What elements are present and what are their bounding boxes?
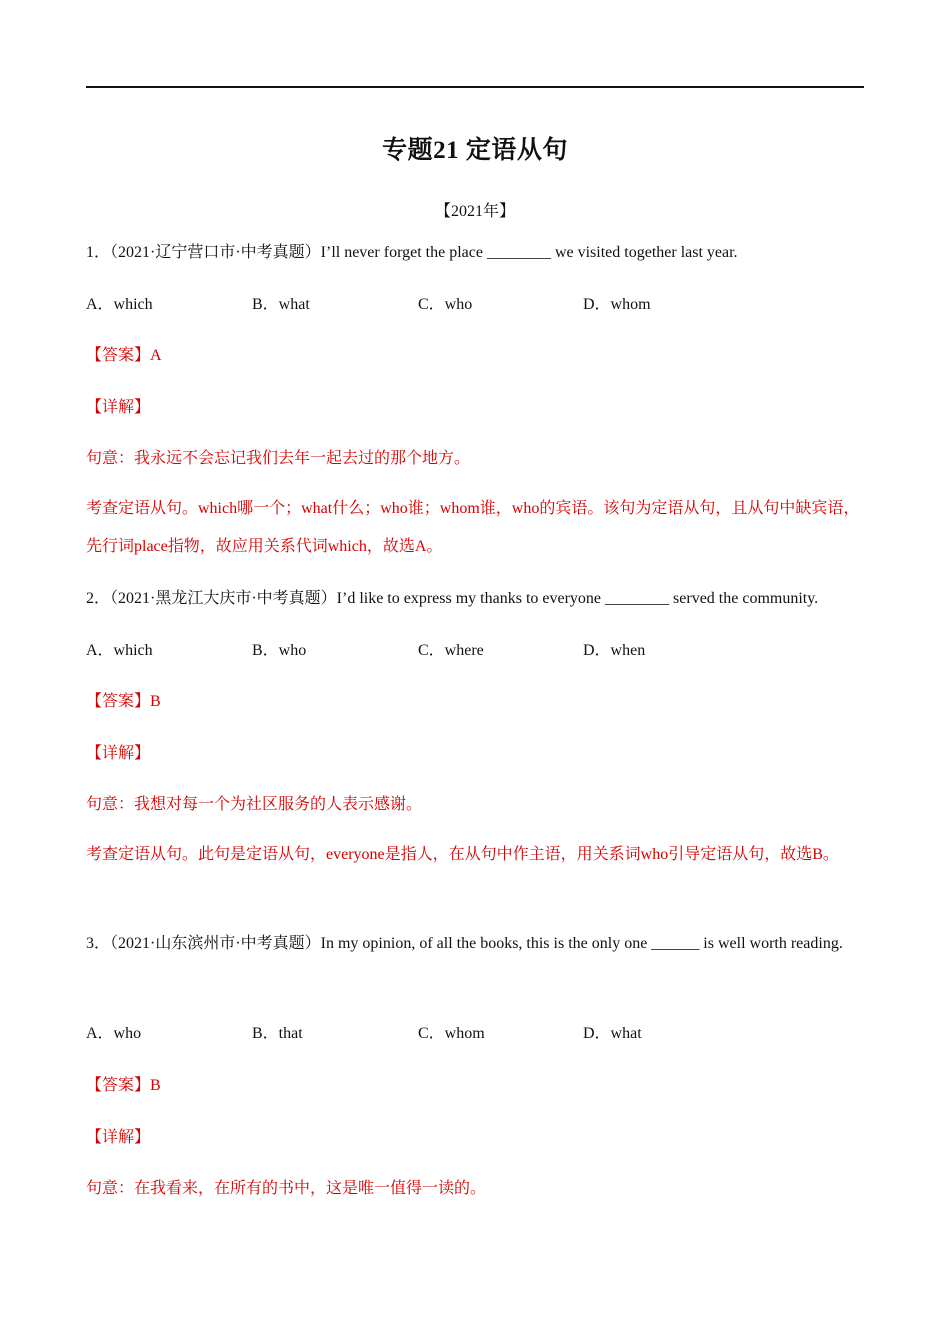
question-3-answer: 【答案】B	[86, 1077, 161, 1094]
question-2-option-d: D．when	[583, 642, 646, 659]
question-2-option-a: A．which	[86, 642, 153, 659]
question-1-analysis: 考查定语从句。which哪一个；what什么；who谁；whom谁，who的宾语。该句为定语从句，且从句中缺宾语，先行词place指物，故应用关系代词which，故选A。	[86, 500, 860, 555]
question-1-option-c: C．who	[418, 296, 473, 313]
year-header: 【2021年】	[434, 203, 515, 220]
question-1-option-d: D．whom	[583, 296, 651, 313]
question-3-meaning: 句意：在我看来，在所有的书中，这是唯一值得一读的。	[86, 1180, 487, 1197]
question-3-stem: 3．（2021·山东滨州市·中考真题）In my opinion, of all the books, this is the only one ______ is well worth reading.	[86, 935, 843, 952]
page-title: 专题21 定语从句	[382, 137, 568, 164]
question-2-detail-label: 【详解】	[86, 745, 151, 762]
question-1-detail-label: 【详解】	[86, 399, 151, 416]
question-1-option-a: A．which	[86, 296, 153, 313]
question-3-option-a: A．who	[86, 1025, 142, 1042]
question-3-option-b: B．that	[252, 1025, 303, 1042]
header-rule	[86, 86, 864, 88]
question-1-stem: 1．（2021·辽宁营口市·中考真题）I’ll never forget the place ________ we visited together last year.	[86, 244, 738, 261]
question-2-option-c: C．where	[418, 642, 484, 659]
question-3-option-d: D．what	[583, 1025, 642, 1042]
question-2-option-b: B．who	[252, 642, 307, 659]
question-3-detail-label: 【详解】	[86, 1129, 151, 1146]
question-1-answer: 【答案】A	[86, 347, 162, 364]
question-2-meaning: 句意：我想对每一个为社区服务的人表示感谢。	[86, 796, 423, 813]
question-2-stem: 2．（2021·黑龙江大庆市·中考真题）I’d like to express my thanks to everyone ________ served the community.	[86, 590, 819, 607]
question-1-option-b: B．what	[252, 296, 310, 313]
question-2-answer: 【答案】B	[86, 693, 161, 710]
question-2-analysis: 考查定语从句。此句是定语从句，everyone是指人，在从句中作主语，用关系词who引导定语从句，故选B。	[86, 846, 839, 863]
question-1-meaning: 句意：我永远不会忘记我们去年一起去过的那个地方。	[86, 450, 471, 467]
question-3-option-c: C．whom	[418, 1025, 485, 1042]
